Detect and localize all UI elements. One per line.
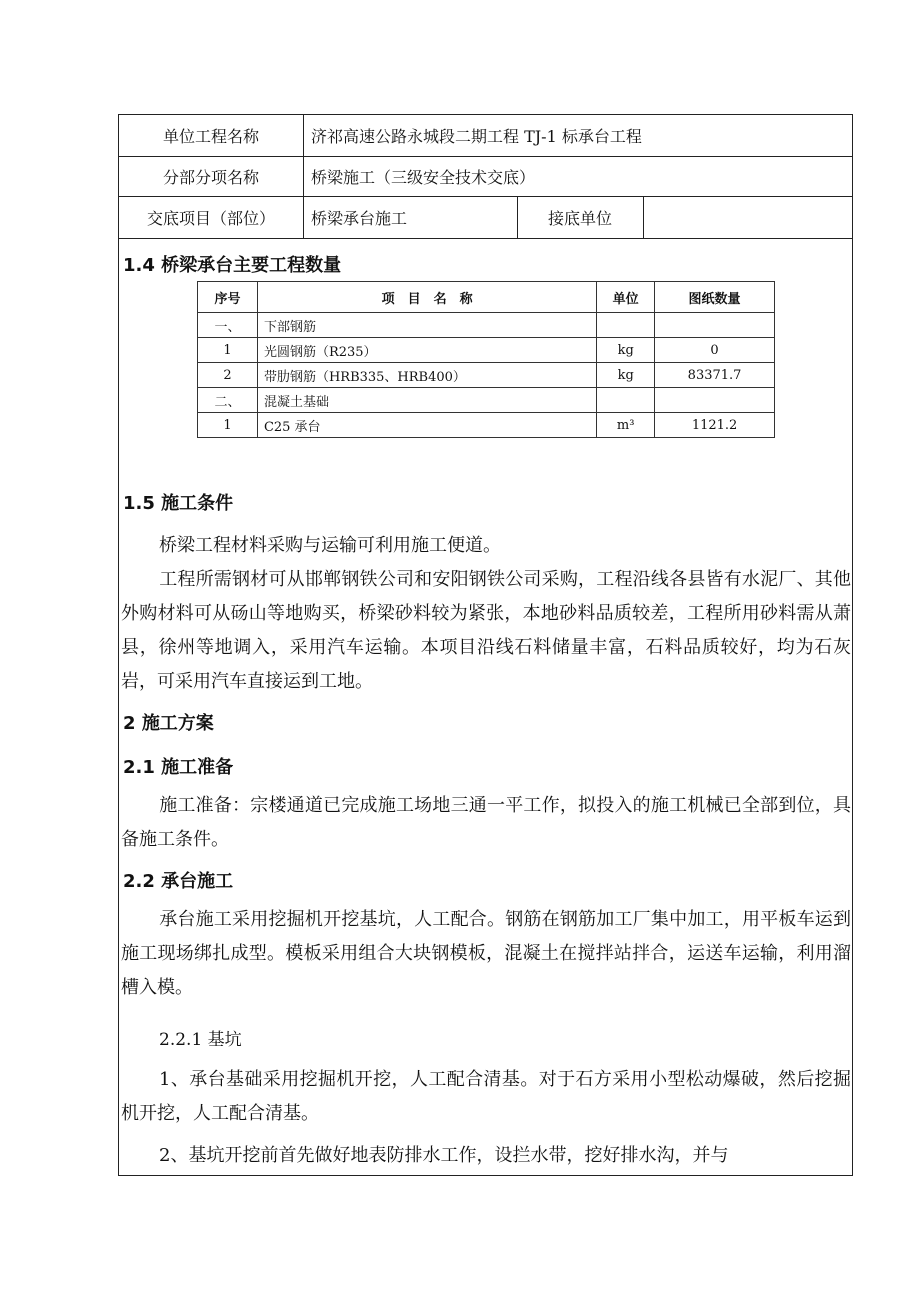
header-row-subdivision <box>119 157 852 197</box>
section-number: 2 <box>123 713 136 734</box>
section-2-heading <box>123 709 214 735</box>
section-title: 桥梁承台主要工程数量 <box>161 255 342 276</box>
paragraph <box>121 1063 851 1131</box>
cell-quantity <box>655 313 775 338</box>
value-subdivision: 桥梁施工（三级安全技术交底） <box>311 168 536 187</box>
section-1-5-heading <box>123 489 233 515</box>
paragraph-text: 施工准备：宗楼通道已完成施工场地三通一平工作，拟投入的施工机械已全部到位，具备施工条件。 <box>121 795 851 850</box>
paragraph <box>121 789 851 857</box>
label-subdivision: 分部分项名称 <box>162 168 259 187</box>
col-header: 单位 <box>597 282 655 313</box>
paragraph <box>121 563 851 699</box>
cell-quantity: 83371.7 <box>655 363 775 388</box>
cell-quantity <box>655 388 775 413</box>
section-title: 施工条件 <box>161 493 234 514</box>
cell-unit <box>597 313 655 338</box>
cell-name: 带肋钢筋（HRB335、HRB400） <box>257 363 596 388</box>
col-header: 图纸数量 <box>655 282 775 313</box>
subsection-title: 2.2.1 基坑 <box>159 1030 242 1050</box>
paragraph-text: 桥梁工程材料采购与运输可利用施工便道。 <box>159 535 501 556</box>
section-title: 施工方案 <box>141 713 214 734</box>
cell-index: 1 <box>198 338 258 363</box>
section-title: 施工准备 <box>161 757 234 778</box>
section-number: 2.1 <box>123 757 155 778</box>
table-header-row <box>198 282 775 313</box>
cell-name: 混凝土基础 <box>257 388 596 413</box>
value-receiving-unit <box>649 197 849 238</box>
cell-unit <box>597 388 655 413</box>
quantity-table <box>197 281 775 438</box>
section-1-4-heading <box>123 251 341 277</box>
label-receiving-unit: 接底单位 <box>547 209 612 228</box>
section-number: 1.5 <box>123 493 155 514</box>
divider <box>303 157 304 196</box>
cell-quantity: 1121.2 <box>655 413 775 438</box>
paragraph-text: 工程所需钢材可从邯郸钢铁公司和安阳钢铁公司采购，工程沿线各县皆有水泥厂、其他外购材料可从砀山等地购买，桥梁砂料较为紧张，本地砂料品质较差，工程所用砂料需从萧县，徐州等地调入，采用汽车运输。本项目沿线石料储量丰富，石料品质较好，均为石灰岩，可采用汽车直接运到工地。 <box>121 569 851 692</box>
divider <box>303 197 304 238</box>
divider <box>303 115 304 156</box>
cell-name: 下部钢筋 <box>257 313 596 338</box>
section-number: 2.2 <box>123 871 155 892</box>
col-header: 项 目 名 称 <box>257 282 596 313</box>
table-row <box>198 388 775 413</box>
section-2-2-heading <box>123 867 233 893</box>
cell-name: 光圆钢筋（R235） <box>257 338 596 363</box>
table-row <box>198 413 775 438</box>
divider <box>643 197 644 238</box>
table-row <box>198 363 775 388</box>
label-item: 交底项目（部位） <box>146 209 275 228</box>
paragraph <box>121 903 851 1005</box>
header-row-project <box>119 115 852 157</box>
cell-index: 一、 <box>198 313 258 338</box>
paragraph-text: 1、承台基础采用挖掘机开挖，人工配合清基。对于石方采用小型松动爆破，然后挖掘机开挖，人工配合清基。 <box>121 1069 851 1124</box>
subsection-2-2-1-heading <box>121 1023 851 1057</box>
section-title: 承台施工 <box>161 871 234 892</box>
paragraph <box>121 529 851 563</box>
cell-quantity: 0 <box>655 338 775 363</box>
value-item: 桥梁承台施工 <box>311 209 408 228</box>
cell-index: 2 <box>198 363 258 388</box>
document-frame <box>118 114 853 1176</box>
section-number: 1.4 <box>123 255 155 276</box>
cell-index: 1 <box>198 413 258 438</box>
table-row <box>198 338 775 363</box>
label-unit-project: 单位工程名称 <box>162 127 259 146</box>
header-row-item <box>119 197 852 239</box>
section-2-1-heading <box>123 753 233 779</box>
col-header: 序号 <box>198 282 258 313</box>
paragraph-text: 2、基坑开挖前首先做好地表防排水工作，设拦水带，挖好排水沟，并与 <box>159 1145 729 1166</box>
paragraph-text: 承台施工采用挖掘机开挖基坑，人工配合。钢筋在钢筋加工厂集中加工，用平板车运到施工现场绑扎成型。模板采用组合大块钢模板，混凝土在搅拌站拌合，运送车运输，利用溜槽入模。 <box>121 909 851 998</box>
cell-unit: m³ <box>597 413 655 438</box>
table-row <box>198 313 775 338</box>
cell-unit: kg <box>597 338 655 363</box>
cell-unit: kg <box>597 363 655 388</box>
value-unit-project: 济祁高速公路永城段二期工程 TJ-1 标承台工程 <box>311 127 642 146</box>
paragraph <box>121 1139 851 1173</box>
cell-index: 二、 <box>198 388 258 413</box>
cell-name: C25 承台 <box>257 413 596 438</box>
